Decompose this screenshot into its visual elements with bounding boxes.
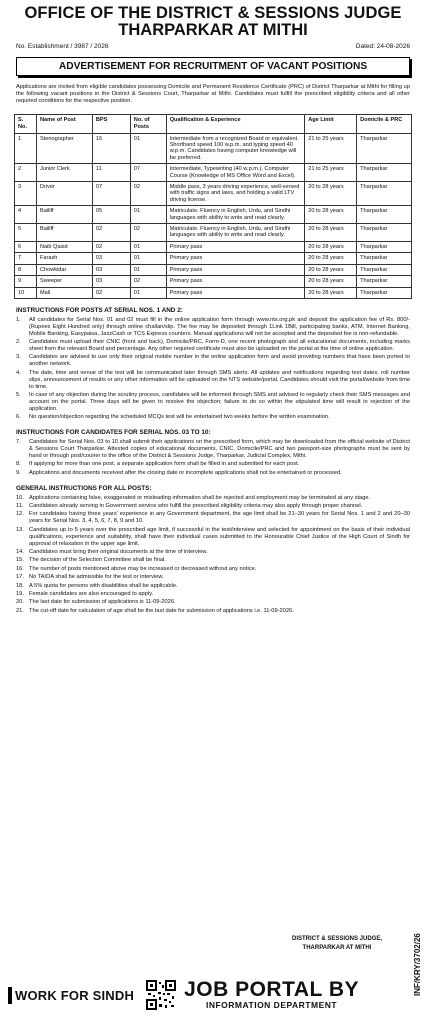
cell-post-name: Driver (36, 182, 92, 206)
instruction-text: Candidates must bring their original documents at the time of interview. (29, 548, 208, 555)
cell-posts-count: 02 (130, 224, 166, 242)
meta-row (14, 43, 412, 50)
instruction-number: 18. (16, 582, 24, 589)
instruction-list (14, 439, 412, 477)
logo-bar-icon (8, 987, 12, 1004)
cell-sno: 6 (15, 241, 37, 252)
cell-domicile: Tharparkar (357, 224, 412, 242)
cell-sno: 7 (15, 253, 37, 264)
instruction-number: 10. (16, 494, 24, 501)
cell-posts-count: 01 (130, 264, 166, 275)
cell-sno: 10 (15, 287, 37, 298)
office-location: THARPARKAR AT MITHI (118, 21, 308, 39)
instruction-text: No TA/DA shall be admissible for the test or interview. (29, 574, 164, 581)
instruction-number: 1. (16, 316, 21, 323)
instruction-item (16, 511, 410, 525)
cell-age-limit: 20 to 28 years (305, 276, 357, 287)
col-header-posts: No. of Posts (130, 114, 166, 133)
cell-posts-count: 01 (130, 287, 166, 298)
cell-posts-count: 02 (130, 276, 166, 287)
instruction-number: 7. (16, 439, 21, 446)
signature-block (292, 935, 382, 953)
instruction-number: 12. (16, 511, 24, 518)
instruction-text: The number of posts mentioned above may be increased or decreased without any notice. (29, 565, 257, 572)
work-for-sindh-logo (8, 987, 134, 1004)
cell-post-name: Junior Clerk (36, 164, 92, 182)
cell-post-name: Stenographer (36, 133, 92, 164)
instruction-text: The cut-off date for calculation of age shall be the last date for submission of applications i.e. 11-09-2026. (29, 607, 294, 614)
signature-line1: DISTRICT & SESSIONS JUDGE, (291, 936, 382, 942)
date-label: Dated: 24-08-2026 (355, 43, 410, 50)
vacancies-table (14, 114, 412, 299)
instruction-text: The date, time and venue of the test will be communicated later through SMS alerts. All updates and notifications regarding test dates, roll number slips, announcement of results or any other information will be uploaded on the NTS website/portal. Candidates should visit the portal/website from time to time. (29, 369, 410, 390)
instruction-number: 5. (16, 391, 21, 398)
instruction-number: 13. (16, 526, 24, 533)
cell-bps: 02 (92, 224, 130, 242)
cell-qualification: Matriculate. Fluency in English, Urdu, and Sindhi languages with ability to write and read clearly. (166, 206, 305, 224)
cell-posts-count: 01 (130, 241, 166, 252)
instruction-text: If applying for more than one post, a separate application form shall be filled in and submitted for each post. (29, 461, 300, 468)
cell-domicile: Tharparkar (357, 133, 412, 164)
instruction-text: Candidates up to 5 years over the prescribed age limit, if successful in the test/interview and selected for appointment on the basis of their individual qualifications, experience and suitability, shall have their individual cases submitted to the Honourable Chief Justice of the High Court of Sindh for approval of relaxation in the upper age limit. (29, 526, 410, 547)
instruction-item (16, 557, 410, 564)
instruction-text: The last date for submission of applications is 11-09-2026. (29, 599, 176, 606)
cell-post-name: Naib Qasid (36, 241, 92, 252)
signature-line2: THARPARKAR AT MITHI (302, 945, 372, 951)
cell-posts-count: 07 (130, 164, 166, 182)
cell-domicile: Tharparkar (357, 182, 412, 206)
footer (8, 970, 418, 1020)
cell-qualification: Primary pass (166, 287, 305, 298)
instruction-item (16, 608, 410, 615)
instruction-number: 11. (16, 503, 24, 510)
instruction-item (16, 461, 410, 468)
table-row (15, 206, 412, 224)
instruction-item (16, 566, 410, 573)
cell-age-limit: 20 to 28 years (305, 287, 357, 298)
cell-domicile: Tharparkar (357, 241, 412, 252)
instruction-text: Candidates for Serial Nos. 03 to 10 shall submit their applications on the prescribed form, which may be downloaded from the official website of District & Sessions Court Tharparkar. Attested copies of educational documents, CNIC, Domicile/PRC and two passport-size photographs must be sent by hand or through post/courier to the office of the District & Sessions Judge, Tharparkar, Judicial Complex, Mithi. (29, 439, 410, 459)
cell-age-limit: 20 to 28 years (305, 224, 357, 242)
cell-sno: 1 (15, 133, 37, 164)
instruction-item (16, 392, 410, 413)
job-portal-logo (184, 980, 359, 1010)
cell-posts-count: 02 (130, 182, 166, 206)
cell-domicile: Tharparkar (357, 287, 412, 298)
cell-domicile: Tharparkar (357, 276, 412, 287)
cell-bps: 05 (92, 206, 130, 224)
instruction-text: No question/objection regarding the scheduled MCQs test will be entertained two weeks before the written examination. (29, 414, 330, 421)
cell-domicile: Tharparkar (357, 164, 412, 182)
col-header-sno: S. No. (15, 114, 37, 133)
section-title: INSTRUCTIONS FOR CANDIDATES FOR SERIAL NOS. 03 TO 10: (16, 429, 211, 437)
cell-age-limit: 20 to 28 years (305, 253, 357, 264)
instruction-item (16, 317, 410, 338)
table-header-row (15, 114, 412, 133)
cell-domicile: Tharparkar (357, 253, 412, 264)
intro-paragraph: Applications are invited from eligible candidates possessing Domicile and Permanent Residence Certificate (PRC) of District Tharparkar at Mithi for filling up the following vacant positions in the District & Sessions Court, Tharparkar at Mithi. Candidates must fulfill the prescribed eligibility criteria and all other required conditions for the respective position. (16, 84, 410, 105)
table-row (15, 182, 412, 206)
cell-bps: 03 (92, 276, 130, 287)
cell-post-name: Chowkidar (36, 264, 92, 275)
col-header-age: Age Limit (305, 114, 357, 133)
instruction-number: 16. (16, 565, 24, 572)
cell-posts-count: 01 (130, 253, 166, 264)
cell-qualification: Primary pass (166, 276, 305, 287)
instruction-item (16, 470, 410, 477)
instruction-text: In case of any objection during the scrutiny process, candidates will be informed through SMS and advised to regularly check their SMS messages and account on the portal. Three days will be given to resolve the objection; failure to do so within the stipulated time will result in rejection of the application. (29, 391, 410, 412)
cell-sno: 5 (15, 224, 37, 242)
instruction-number: 14. (16, 548, 24, 555)
instruction-text: Applications and documents received after the closing date or incomplete applications shall not be entertained or processed. (29, 469, 342, 476)
table-row (15, 276, 412, 287)
cell-bps: 16 (92, 133, 130, 164)
cell-post-name: Bailiff (36, 206, 92, 224)
table-row (15, 164, 412, 182)
cell-age-limit: 21 to 25 years (305, 133, 357, 164)
cell-posts-count: 01 (130, 206, 166, 224)
table-row (15, 133, 412, 164)
cell-age-limit: 21 to 25 years (305, 164, 357, 182)
instruction-number: 19. (16, 591, 24, 598)
cell-bps: 11 (92, 164, 130, 182)
instruction-list (14, 495, 412, 615)
instruction-item (16, 414, 410, 421)
cell-age-limit: 20 to 28 years (305, 264, 357, 275)
instruction-item (16, 439, 410, 460)
col-header-domicile: Domicile & PRC (357, 114, 412, 133)
work-for-sindh-text: WORK FOR SINDH (15, 987, 135, 1003)
instruction-item (16, 591, 410, 598)
cell-post-name: Sweeper (36, 276, 92, 287)
instruction-item (16, 527, 410, 548)
instruction-number: 6. (16, 414, 21, 421)
cell-qualification: Primary pass (166, 253, 305, 264)
table-row (15, 253, 412, 264)
col-header-qualification: Qualification & Experience (166, 114, 305, 133)
instruction-number: 3. (16, 354, 21, 361)
cell-post-name: Bailiff (36, 224, 92, 242)
table-row (15, 224, 412, 242)
instruction-text: For candidates having three years' experience in any Government department, the age limit shall be 21–30 years for Serial Nos. 1 and 2 and 20–30 years for Serial Nos. 3, 4, 5, 6, 7, 8, 9 and 10. (29, 511, 410, 525)
instruction-item (16, 339, 410, 353)
instruction-text: The decision of the Selection Committee shall be final. (29, 557, 166, 564)
cell-bps: 02 (92, 287, 130, 298)
information-department-text: INFORMATION DEPARTMENT (205, 1000, 338, 1010)
table-row (15, 241, 412, 252)
instruction-number: 21. (16, 607, 24, 614)
instruction-number: 17. (16, 574, 24, 581)
cell-domicile: Tharparkar (357, 206, 412, 224)
instruction-text: Applications containing false, exaggerated or misleading information shall be rejected and employment may be terminated at any stage. (29, 494, 371, 501)
instruction-item (16, 354, 410, 368)
instruction-text: All candidates for Serial Nos. 01 and 02 must fill in the online application form through www.nts.org.pk and deposit the application fee of Rs. 800/- (Rupees Eight Hundred only) through online challan/slip. The fee may be deposited through 1Link 1Bill, participating banks, ATM, Internet Banking, Mobile Banking, Easypaisa, JazzCash or TCS Express counters. Manual applications will not be accepted and the deposited fee is non-refundable. (29, 316, 410, 337)
section-title: GENERAL INSTRUCTIONS FOR ALL POSTS: (16, 484, 152, 492)
office-title: OFFICE OF THE DISTRICT & SESSIONS JUDGE (24, 4, 402, 22)
instruction-item (16, 574, 410, 581)
cell-domicile: Tharparkar (357, 264, 412, 275)
instruction-item (16, 503, 410, 510)
instructions-sections (14, 307, 412, 615)
cell-bps: 02 (92, 241, 130, 252)
instruction-item (16, 370, 410, 391)
instruction-item (16, 549, 410, 556)
instruction-item (16, 495, 410, 502)
cell-qualification: Primary pass (166, 241, 305, 252)
cell-post-name: Farash (36, 253, 92, 264)
cell-sno: 4 (15, 206, 37, 224)
qr-code-icon (146, 980, 176, 1010)
instruction-number: 20. (16, 599, 24, 606)
cell-bps: 03 (92, 253, 130, 264)
cell-sno: 8 (15, 264, 37, 275)
instruction-number: 4. (16, 369, 21, 376)
cell-sno: 9 (15, 276, 37, 287)
instruction-text: Candidates already serving in Government service who fulfill the prescribed eligibility criteria may also apply through proper channel. (29, 503, 363, 510)
reference-code-text: INF/KRY/3702/26 (413, 933, 422, 996)
cell-sno: 2 (15, 164, 37, 182)
instruction-list (14, 317, 412, 421)
instruction-item (16, 583, 410, 590)
table-row (15, 287, 412, 298)
cell-bps: 03 (92, 264, 130, 275)
advertisement-banner: ADVERTISEMENT FOR RECRUITMENT OF VACANT POSITIONS (16, 57, 410, 76)
instruction-number: 15. (16, 557, 24, 564)
col-header-bps: BPS (92, 114, 130, 133)
instruction-text: Candidates must upload their CNIC (front and back), Domicile/PRC, Form-D, one recent photograph and all educational documents, including marks sheet from the relevant Board and percentage. Any other required certificate must also be uploaded on the portal at the time of online application. (29, 339, 410, 353)
cell-qualification: Intermediate from a recognized Board or equivalent. Shorthand speed 100 w.p.m. and typing speed 40 w.p.m. Candidates having computer knowledge will be preferred. (166, 133, 305, 164)
cell-age-limit: 20 to 28 years (305, 206, 357, 224)
instruction-text: A 5% quota for persons with disabilities shall be applicable. (29, 582, 178, 589)
instruction-number: 8. (16, 461, 21, 468)
cell-qualification: Matriculate. Fluency in English, Urdu, and Sindhi languages with ability to write and read clearly. (166, 224, 305, 242)
establishment-number: No. Establishment / 3987 / 2026 (16, 43, 109, 50)
table-row (15, 264, 412, 275)
cell-age-limit: 20 to 28 years (305, 241, 357, 252)
section-title: INSTRUCTIONS FOR POSTS AT SERIAL NOS. 1 AND 2: (16, 306, 183, 314)
job-portal-text: JOB PORTAL BY (184, 978, 359, 1001)
cell-post-name: Mali (36, 287, 92, 298)
cell-qualification: Middle pass, 3 years driving experience, well-versed with traffic signs and laws, and holding a valid LTV driving license. (166, 182, 305, 206)
cell-posts-count: 01 (130, 133, 166, 164)
instruction-number: 9. (16, 469, 21, 476)
col-header-post: Name of Post (36, 114, 92, 133)
cell-sno: 3 (15, 182, 37, 206)
cell-age-limit: 20 to 28 years (305, 182, 357, 206)
instruction-text: Female candidates are also encouraged to apply. (29, 591, 154, 598)
cell-qualification: Primary pass (166, 264, 305, 275)
cell-bps: 07 (92, 182, 130, 206)
cell-qualification: Intermediate, Typewriting (40 w.p.m.), Computer Course (Knowledge of MS Office Word and Excel). (166, 164, 305, 182)
instruction-item (16, 599, 410, 606)
instruction-number: 2. (16, 339, 21, 346)
instruction-text: Candidates are advised to use only their original mobile number in the online application form and avoid providing numbers that have been ported to another network. (29, 354, 410, 368)
